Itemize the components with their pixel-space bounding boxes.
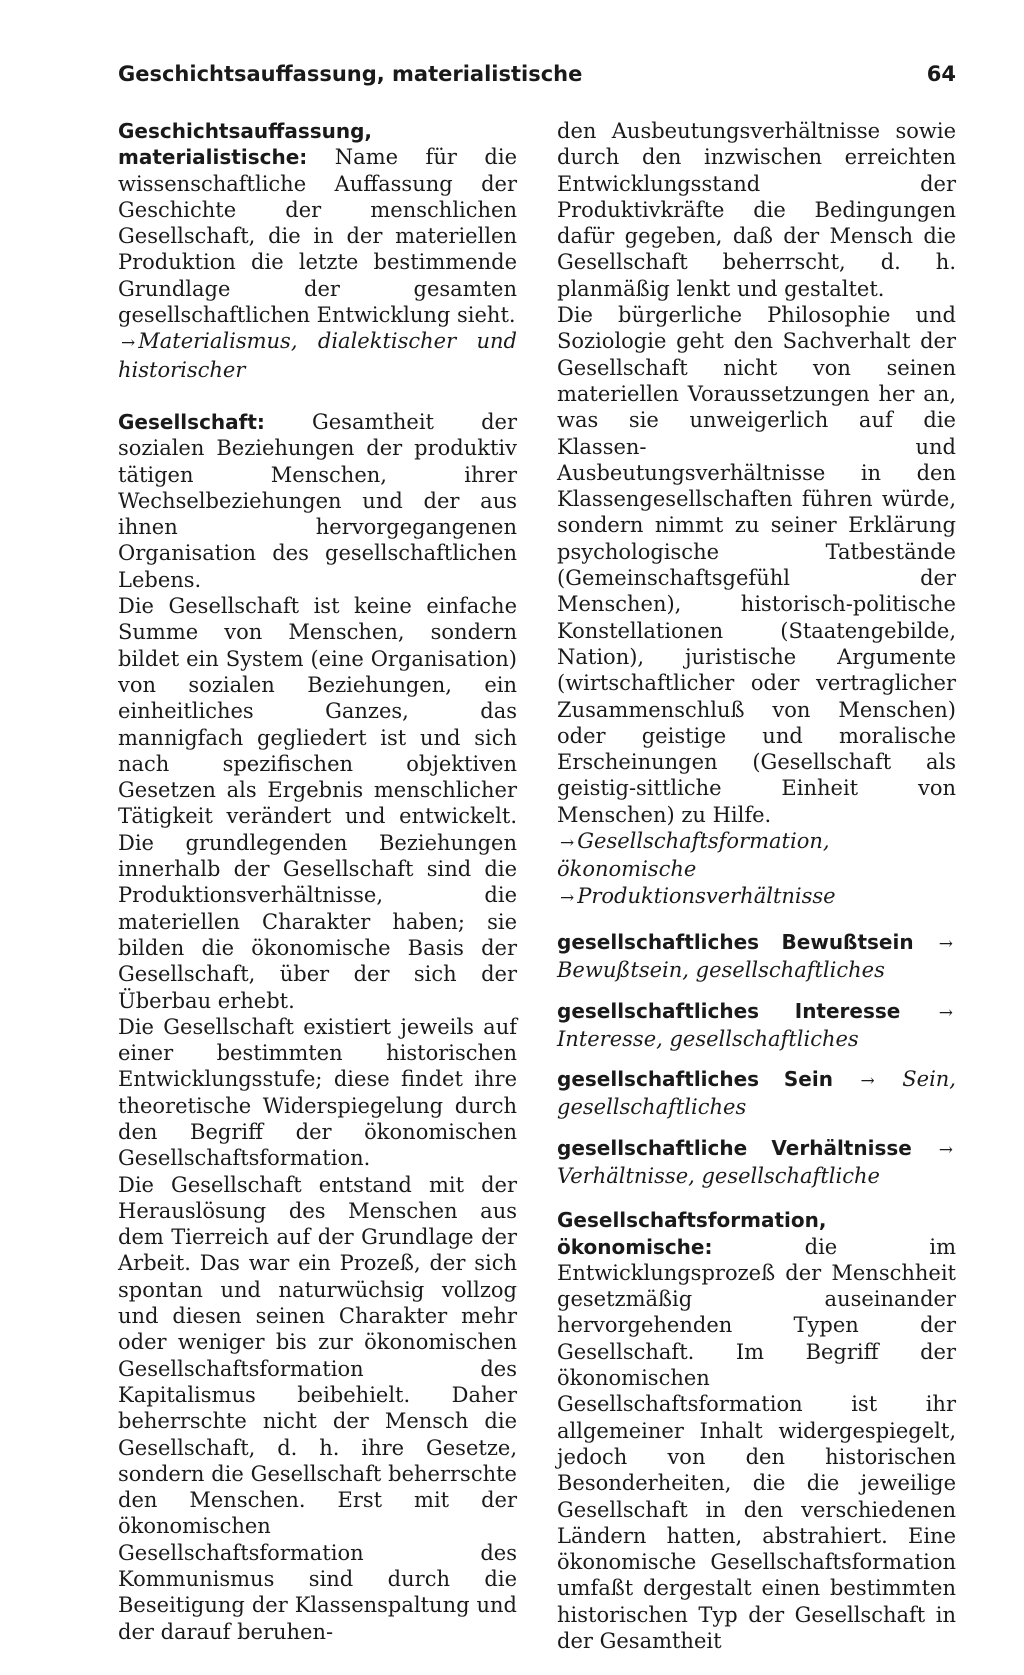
cross-reference-text: Verhältnisse, gesellschaftliche — [557, 1163, 880, 1188]
entry-gesellschaftliche-verhaeltnisse — [557, 1135, 956, 1190]
paragraph: Die bürgerliche Philosophie und Soziologie geht den Sachverhalt der Gesellschaft nicht von seinen materiellen Voraussetzungen her an, was sie unweigerlich auf die Klassen- und Ausbeutungsverhältnisse in den Klassengesellschaften führen würde, sondern nimmt zu seiner Erklärung psychologische Tatbestände (Gemeinschaftsgefühl der Menschen), historisch-politische Konstellationen (Staatengebilde, Nation), juristische Argumente (wirtschaftlicher oder vertraglicher Zusammenschluß von Menschen) oder geistige und moralische Erscheinungen (Gesellschaft als geistig-sittliche Einheit von Menschen) zu Hilfe. — [557, 303, 956, 827]
running-head — [118, 62, 956, 86]
headword: gesellschaftliches Interesse — [557, 998, 901, 1023]
arrow-right-icon: → — [560, 833, 575, 854]
arrow-right-icon: → — [938, 1002, 953, 1023]
cross-reference-text: Produktionsverhältnisse — [577, 883, 836, 908]
entry-geschichtsauffassung — [118, 118, 517, 383]
cross-reference-text: Interesse, gesellschaftliches — [557, 1026, 859, 1051]
headword: Gesellschaftsformation, ökonomische: — [557, 1208, 827, 1259]
headword: gesellschaftliches Bewußtsein — [557, 929, 914, 954]
entry-gesellschaftliches-bewusstsein — [557, 929, 956, 984]
arrow-right-icon: → — [121, 333, 136, 354]
arrow-right-icon: → — [860, 1071, 875, 1092]
headword: gesellschaftliches Sein — [557, 1067, 833, 1092]
paragraph: den Ausbeutungsverhältnisse sowie durch den inzwischen erreichten Entwicklungsstand der Produktivkräfte die Bedingungen dafür gegeben, daß der Mensch die Gesellschaft beherrscht, d. h. planmäßig lenkt und gestaltet. — [557, 119, 956, 301]
headword: gesellschaftliche Verhältnisse — [557, 1135, 912, 1160]
headword: Gesellschaft: — [118, 409, 265, 434]
cross-reference-text: Materialismus, dialektischer und historischer — [118, 329, 517, 382]
cross-reference-text: Sein, gesellschaftliches — [557, 1067, 956, 1120]
page-number: 64 — [926, 62, 956, 86]
arrow-right-icon: → — [560, 887, 575, 908]
entry-gesellschaftsformation — [557, 1207, 956, 1654]
paragraph: Die Gesellschaft existiert jeweils auf einer bestimmten historischen Entwicklungsstufe; diese findet ihre theoretische Widerspiegelung durch den Begriff der ökonomischen Gesellschaftsformation. — [118, 1014, 517, 1171]
cross-reference — [118, 329, 517, 381]
running-title: Geschichtsauffassung, materialistische — [118, 62, 583, 86]
cross-reference — [557, 828, 956, 911]
definition-text: Gesamtheit der sozialen Beziehungen der produktiv tätigen Menschen, ihrer Wechselbeziehungen und der aus ihnen hervorgegangenen Organisation des gesellschaftlichen Lebens. — [118, 409, 517, 592]
entry-gesellschaftliches-interesse — [557, 998, 956, 1053]
entry-gesellschaftliches-sein — [557, 1066, 956, 1121]
headword: Geschichtsauffassung, materialistische: — [118, 119, 373, 170]
arrow-right-icon: → — [938, 933, 953, 954]
cross-reference-text: Gesellschaftsformation, ökonomische — [557, 829, 830, 882]
paragraph: Die Gesellschaft entstand mit der Herauslösung des Menschen aus dem Tierreich auf der Grundlage der Arbeit. Das war ein Prozeß, der sich spontan und naturwüchsig vollzog und diesen seinen Charakter mehr oder weniger bis zur ökonomischen Gesellschaftsformation des Kapitalismus beibehielt. Daher beherrschte nicht der Mensch die Gesellschaft, d. h. ihre Gesetze, sondern die Gesellschaft beherrschte den Menschen. Erst mit der ökonomischen Gesellschaftsformation des Kommunismus sind durch die Beseitigung der Klassenspaltung und der darauf beruhen- — [118, 1172, 517, 1644]
arrow-right-icon: → — [938, 1139, 953, 1160]
paragraph: Die Gesellschaft ist keine einfache Summe von Menschen, sondern bildet ein System (eine Organisation) von sozialen Beziehungen, ein einheitliches Ganzes, das mannigfach gegliedert ist und sich nach spezifischen objektiven Gesetzen als Ergebnis menschlicher Tätigkeit verändert und entwickelt. Die grundlegenden Beziehungen innerhalb der Gesellschaft sind die Produktionsverhältnisse, die materiellen Charakter haben; sie bilden die ökonomische Basis der Gesellschaft, über der sich der Überbau erhebt. — [118, 594, 517, 1013]
cross-reference-text: Bewußtsein, gesellschaftliches — [557, 958, 885, 983]
definition-text: die im Entwicklungsprozeß der Menschheit gesetzmäßig auseinander hervorgehenden Typen der Gesellschaft. Im Begriff der ökonomischen Gesellschaftsformation ist ihr allgemeiner Inhalt widergespiegelt, jedoch von den historischen Besonderheiten, die die jeweilige Gesellschaft in den verschiedenen Ländern hatten, abstrahiert. Eine ökonomische Gesellschaftsformation umfaßt dergestalt einen bestimmten historischen Typ der Gesellschaft in der Gesamtheit — [557, 1234, 956, 1654]
entry-gesellschaft — [118, 409, 517, 593]
left-column — [118, 118, 517, 1645]
right-column — [557, 118, 956, 1654]
definition-text: Name für die wissenschaftliche Auffassung der Geschichte der menschlichen Gesellschaft, die in der materiellen Produktion die letzte bestimmende Grundlage der gesamten gesellschaftlichen Entwicklung sieht. — [118, 145, 517, 328]
